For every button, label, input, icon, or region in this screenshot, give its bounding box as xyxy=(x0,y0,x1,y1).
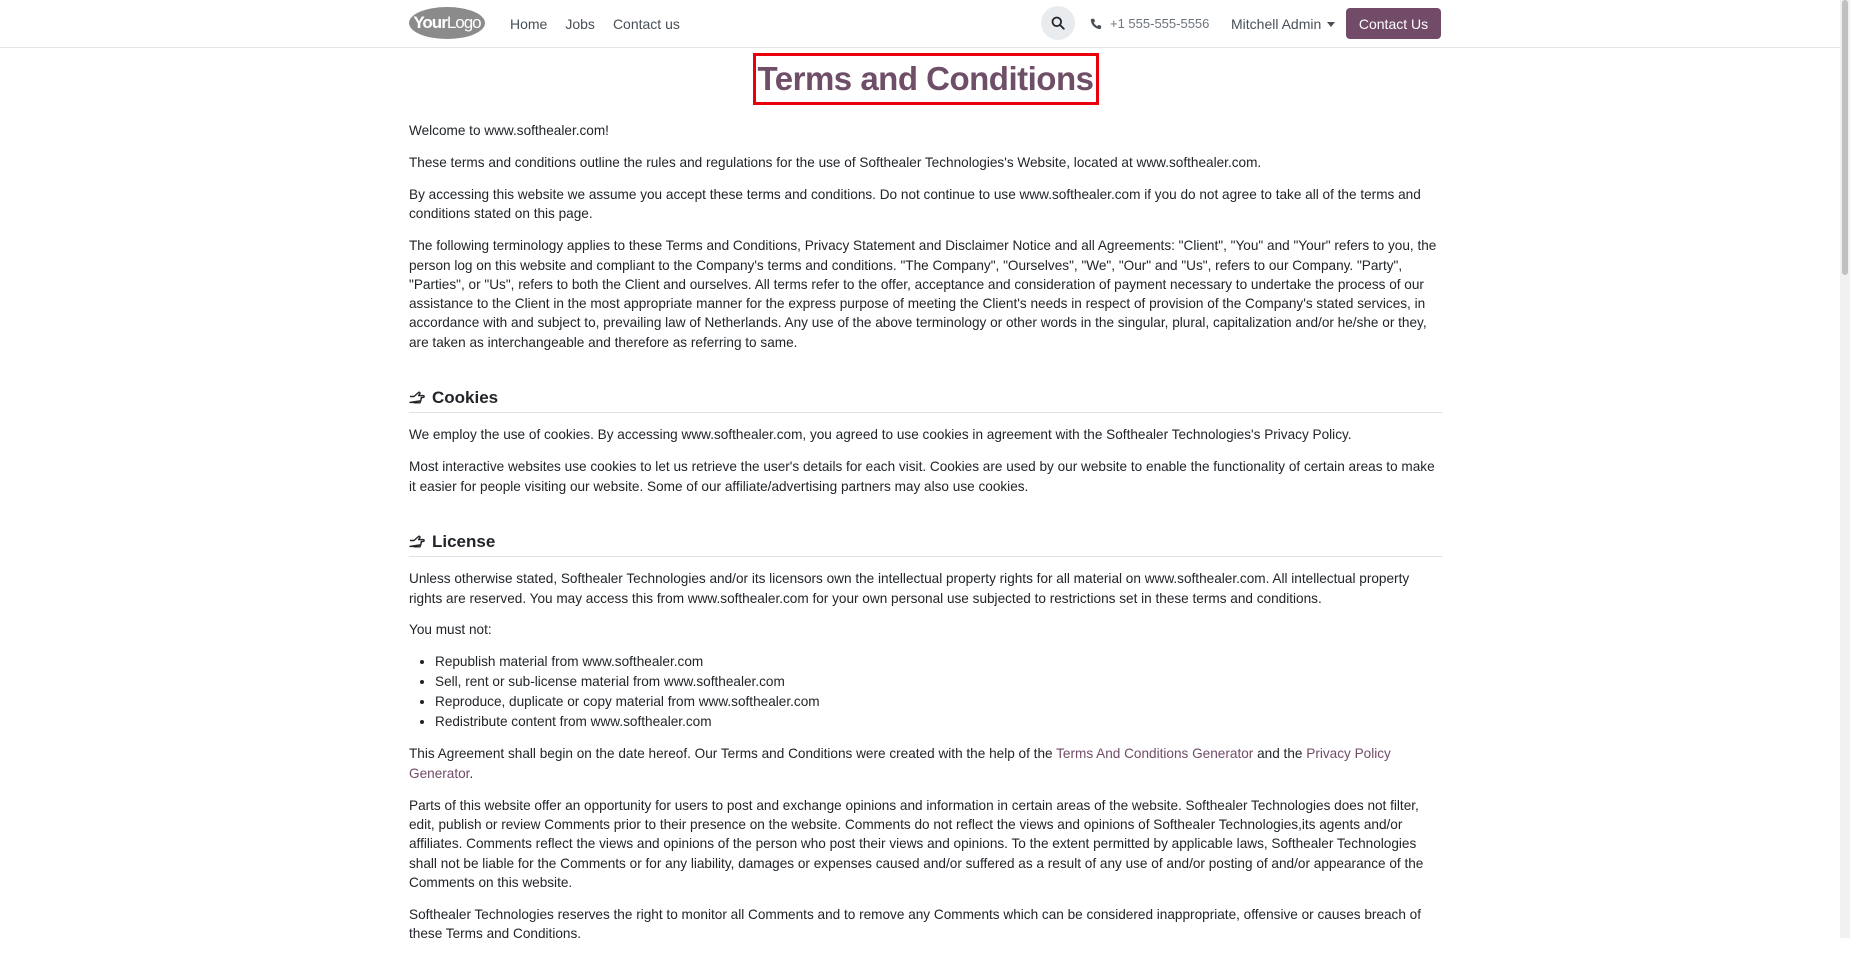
phone-number: +1 555-555-5556 xyxy=(1110,16,1210,31)
restrictions-list xyxy=(409,652,1442,731)
comments-paragraph: Parts of this website offer an opportunity for users to post and exchange opinions and information in certain areas of the website. Softhealer Technologies does not filter, edit, publish or review Comments prior to their presence on the website. Comments do not reflect the views and opinions of Softhealer Technologies,its agents and/or affiliates. Comments reflect the views and opinions of the person who post their views and opinions. To the extent permitted by applicable laws, Softhealer Technologies shall not be liable for the Comments or for any liability, damages or expenses caused and/or suffered as a result of any use of and/or posting of and/or appearance of the Comments on this website. xyxy=(409,797,1424,890)
intro-paragraph-2: These terms and conditions outline the rules and regulations for the use of Softhealer Technologies's Website, located at www.softhealer.com. xyxy=(409,154,1262,170)
monitoring-paragraph: Softhealer Technologies reserves the right to monitor all Comments and to remove any Comments which can be considered inappropriate, offensive or causes breach of these Terms and Conditions. xyxy=(409,906,1422,942)
list-item: • Redistribute content from www.softhealer.com xyxy=(435,712,1442,731)
list-item: • Sell, rent or sub-license material from www.softhealer.com xyxy=(435,672,1442,691)
main-nav xyxy=(510,0,680,47)
hand-pointer-icon xyxy=(409,391,425,405)
search-button[interactable] xyxy=(1041,6,1075,40)
logo-thin-text: Logo xyxy=(446,13,481,32)
license-heading xyxy=(409,532,1442,557)
page-scrollbar[interactable] xyxy=(1840,0,1850,938)
chevron-down-icon xyxy=(1327,22,1335,27)
page-title-box xyxy=(753,53,1099,105)
list-item: • Reproduce, duplicate or copy material from www.softhealer.com xyxy=(435,692,1442,711)
intro-paragraph-1: Welcome to www.softhealer.com! xyxy=(409,123,609,138)
user-menu-dropdown[interactable] xyxy=(1231,0,1335,47)
contact-us-button[interactable]: Contact Us xyxy=(1346,8,1441,39)
cookies-paragraph-2: Most interactive websites use cookies to let us retrieve the user's details for each visit. Cookies are used by our website to enable the functionality of certain areas to make it easier for people visiting our website. Some of our affiliate/advertising partners may also use cookies. xyxy=(409,459,1435,494)
scrollbar-thumb[interactable] xyxy=(1842,0,1848,275)
phone-icon xyxy=(1090,18,1102,30)
nav-home[interactable]: Home xyxy=(510,15,548,32)
license-paragraph-1: Unless otherwise stated, Softhealer Technologies and/or its licensors own the intellectual property rights for all material on www.softhealer.com. All intellectual property rights are reserved. You may access this from www.softhealer.com for your own personal use subjected to restrictions set in these terms and conditions. xyxy=(409,571,1410,606)
search-icon xyxy=(1051,16,1065,30)
site-logo[interactable] xyxy=(409,7,485,39)
nav-contact-us[interactable]: Contact us xyxy=(612,15,680,32)
page-title: Terms and Conditions xyxy=(757,60,1094,98)
cookies-heading xyxy=(409,388,1442,413)
terms-generator-link[interactable]: Terms And Conditions Generator xyxy=(1056,746,1254,762)
agreement-text-after: . xyxy=(469,765,474,781)
main-content xyxy=(409,47,1442,956)
hand-pointer-icon xyxy=(409,535,425,549)
license-paragraph-2: You must not: xyxy=(409,622,492,638)
list-item: • Republish material from www.softhealer.com xyxy=(435,652,1442,671)
intro-paragraph-3: By accessing this website we assume you accept these terms and conditions. Do not continue to use www.softhealer.com if you do not agree to take all of the terms and conditions stated on this page. xyxy=(409,186,1421,222)
agreement-paragraph xyxy=(409,744,1442,783)
cookies-heading-text: Cookies xyxy=(432,388,499,408)
agreement-text-before: This Agreement shall begin on the date hereof. Our Terms and Conditions were created with the help of the xyxy=(409,746,1057,762)
nav-jobs[interactable]: Jobs xyxy=(565,15,595,32)
privacy-policy-generator-link[interactable]: Privacy Policy Generator xyxy=(409,746,1391,781)
intro-paragraph-4: The following terminology applies to these Terms and Conditions, Privacy Statement and Disclaimer Notice and all Agreements: "Client", "You" and "Your" refers to you, the person log on this website and compliant to the Company's terms and conditions. "The Company", "Ourselves", "We", "Our" and "Us", refers to our Company. "Party", "Parties", or "Us", refers to both the Client and ourselves. All terms refer to the offer, acceptance and consideration of payment necessary to undertake the process of our assistance to the Client in the most appropriate manner for the express purpose of meeting the Client's needs in respect of provision of the Company's stated services, in accordance with and subject to, prevailing law of Netherlands. Any use of the above terminology or other words in the singular, plural, capitalization and/or he/she or they, are taken as interchangeable and therefore as referring to same. xyxy=(409,238,1437,350)
license-heading-text: License xyxy=(432,531,496,551)
user-name: Mitchell Admin xyxy=(1231,15,1322,32)
site-header xyxy=(0,0,1850,48)
phone-link[interactable] xyxy=(1090,0,1209,47)
logo-bold-text: Your xyxy=(413,13,447,32)
cookies-paragraph-1: We employ the use of cookies. By accessing www.softhealer.com, you agreed to use cookies in agreement with the Softhealer Technologies's Privacy Policy. xyxy=(409,427,1352,443)
agreement-text-middle: and the xyxy=(1253,746,1307,762)
